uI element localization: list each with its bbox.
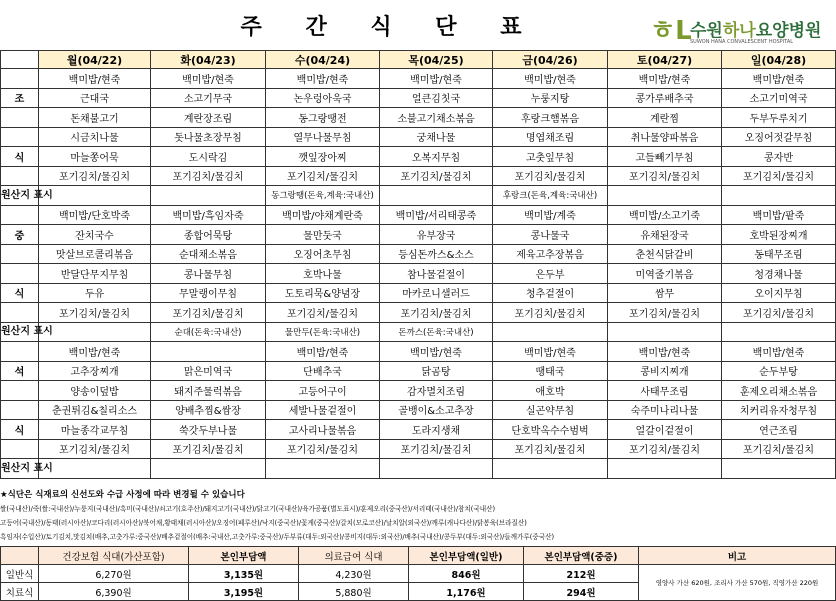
price-cell: 846원 bbox=[409, 565, 524, 583]
menu-item: 제육고추장볶음 bbox=[493, 244, 608, 264]
menu-item: 맛살브로콜리볶음 bbox=[39, 244, 151, 264]
menu-item: 고들빼기무침 bbox=[608, 147, 722, 167]
menu-item: 콩자반 bbox=[722, 147, 836, 167]
price-cell: 3,135원 bbox=[189, 565, 299, 583]
menu-item: 오징어초무침 bbox=[266, 244, 380, 264]
menu-item: 애호박 bbox=[493, 381, 608, 401]
menu-item: 고등어구이 bbox=[266, 381, 380, 401]
price-note: 영양사 가산 620원, 조리사 가산 570원, 직영가산 220원 bbox=[639, 565, 836, 601]
menu-item: 돈채불고기 bbox=[39, 108, 151, 128]
breakfast-menu-row bbox=[1, 166, 836, 186]
menu-item: 백미밥/현죽 bbox=[266, 342, 380, 362]
menu-item: 감자멸치조림 bbox=[380, 381, 493, 401]
menu-item: 백미밥/소고기죽 bbox=[608, 205, 722, 225]
menu-item: 포기김치/물김치 bbox=[266, 439, 380, 459]
menu-item: 콩가루배추국 bbox=[608, 88, 722, 108]
menu-item: 연근조림 bbox=[722, 420, 836, 440]
origin-cell bbox=[722, 322, 836, 342]
menu-item: 청경채나물 bbox=[722, 264, 836, 284]
menu-item: 포기김치/물김치 bbox=[39, 303, 151, 323]
meal-type: 일반식 bbox=[1, 565, 39, 583]
price-cell: 6,390원 bbox=[39, 583, 189, 601]
menu-item: 쑥갓두부나물 bbox=[151, 420, 266, 440]
menu-item: 돼지주물럭볶음 bbox=[151, 381, 266, 401]
price-header-row bbox=[1, 547, 836, 565]
origin-cell bbox=[608, 459, 722, 479]
menu-item: 백미밥/계죽 bbox=[493, 205, 608, 225]
menu-item: 포기김치/물김치 bbox=[39, 166, 151, 186]
menu-item: 소고기미역국 bbox=[722, 88, 836, 108]
origin-cell: 물만두(돈육:국내산) bbox=[266, 322, 380, 342]
menu-item: 닭곰탕 bbox=[380, 361, 493, 381]
menu-item: 백미밥/현죽 bbox=[380, 342, 493, 362]
menu-item: 도시락김 bbox=[151, 147, 266, 167]
menu-item: 포기김치/물김치 bbox=[151, 303, 266, 323]
menu-item: 백미밥/현죽 bbox=[608, 69, 722, 89]
breakfast-label-cell bbox=[1, 166, 39, 186]
day-header: 토(04/27) bbox=[608, 51, 722, 69]
menu-item: 물만둣국 bbox=[266, 225, 380, 245]
breakfast-label-cell bbox=[1, 108, 39, 128]
menu-item: 청추겉절이 bbox=[493, 283, 608, 303]
menu-item: 계란찜 bbox=[608, 108, 722, 128]
lunch-menu-row bbox=[1, 283, 836, 303]
menu-item: 누룽지탕 bbox=[493, 88, 608, 108]
menu-item: 유부장국 bbox=[380, 225, 493, 245]
menu-item: 마늘쫑어묵 bbox=[39, 147, 151, 167]
origin-cell bbox=[266, 459, 380, 479]
menu-item: 유채된장국 bbox=[608, 225, 722, 245]
lunch-label-cell bbox=[1, 264, 39, 284]
price-header bbox=[1, 547, 39, 565]
lunch-menu-row bbox=[1, 225, 836, 245]
menu-item: 등심돈까스&소스 bbox=[380, 244, 493, 264]
menu-item: 포기김치/물김치 bbox=[722, 303, 836, 323]
origin-info-line: 쌀(국내산)/죽(쌀:국내산)/누룽지(국내산)/흑미(국내산)/쇠고기(호주산)/돼지고기(국내산)/닭고기(국내산)/육가공품(별도표시)/훈제오리(중국산)/서리태(국내산)/참치(국내산) bbox=[0, 505, 496, 513]
menu-item: 백미밥/현죽 bbox=[722, 69, 836, 89]
price-cell: 1,176원 bbox=[409, 583, 524, 601]
origin-info-line: 고등어(국내산)/동태(러시아산)/코다리(러시아산)/북어채,황태채(러시아산)/오징어(페루산)/낙지(중국산)/꽃게(중국산)/갈치(모로코산)/날치알(외국산)/깨루(캐나다산)/닭봉육(브라질산) bbox=[0, 519, 527, 527]
menu-item: 백미밥/현죽 bbox=[39, 69, 151, 89]
dinner-label-cell bbox=[1, 400, 39, 420]
origin-cell bbox=[39, 186, 151, 206]
menu-item: 땡태국 bbox=[493, 361, 608, 381]
origin-cell bbox=[39, 459, 151, 479]
menu-item: 포기김치/물김치 bbox=[380, 303, 493, 323]
menu-item: 호박된장찌개 bbox=[722, 225, 836, 245]
price-header: 본인부담액 bbox=[189, 547, 299, 565]
menu-item: 두부두루치기 bbox=[722, 108, 836, 128]
dinner-menu-row bbox=[1, 381, 836, 401]
origin-label: 원산지 표시 bbox=[1, 186, 39, 206]
menu-item: 반달단무지무침 bbox=[39, 264, 151, 284]
menu-item: 포기김치/물김치 bbox=[266, 303, 380, 323]
lunch-menu-row bbox=[1, 205, 836, 225]
origin-cell bbox=[380, 459, 493, 479]
price-cell: 212원 bbox=[524, 565, 639, 583]
menu-item: 참나물겉절이 bbox=[380, 264, 493, 284]
menu-item: 백미밥/현죽 bbox=[493, 69, 608, 89]
menu-item: 백미밥/야채계란죽 bbox=[266, 205, 380, 225]
page-title: 주 간 식 단 표 bbox=[240, 15, 540, 40]
menu-item: 마카로니샐러드 bbox=[380, 283, 493, 303]
dinner-label-cell: 식 bbox=[1, 420, 39, 440]
menu-item: 콩비지찌개 bbox=[608, 361, 722, 381]
menu-item: 오이지무침 bbox=[722, 283, 836, 303]
menu-item: 마늘종각교무침 bbox=[39, 420, 151, 440]
lunch-menu-row bbox=[1, 264, 836, 284]
breakfast-label-cell bbox=[1, 127, 39, 147]
origin-cell bbox=[722, 186, 836, 206]
menu-item: 계란장조림 bbox=[151, 108, 266, 128]
dinner-menu-row bbox=[1, 400, 836, 420]
menu-item: 고사리나물볶음 bbox=[266, 420, 380, 440]
price-row bbox=[1, 565, 836, 583]
menu-item: 호박나물 bbox=[266, 264, 380, 284]
menu-item: 양배추찜&쌈장 bbox=[151, 400, 266, 420]
menu-item: 순두부탕 bbox=[722, 361, 836, 381]
day-header-row bbox=[1, 51, 836, 69]
menu-item: 포기김치/물김치 bbox=[151, 166, 266, 186]
menu-item: 후랑크햄볶음 bbox=[493, 108, 608, 128]
price-cell: 3,195원 bbox=[189, 583, 299, 601]
lunch-label-cell bbox=[1, 303, 39, 323]
origin-cell: 순대(돈육:국내산) bbox=[151, 322, 266, 342]
origin-cell: 동그랑땡(돈육,계육:국내산) bbox=[266, 186, 380, 206]
origin-cell bbox=[722, 459, 836, 479]
menu-item: 돗나물초장무침 bbox=[151, 127, 266, 147]
menu-item: 백미밥/현죽 bbox=[380, 69, 493, 89]
menu-item: 백미밥/현죽 bbox=[722, 342, 836, 362]
breakfast-menu-row bbox=[1, 108, 836, 128]
menu-item: 궁채나물 bbox=[380, 127, 493, 147]
menu-item: 동그랑땡전 bbox=[266, 108, 380, 128]
hospital-logo bbox=[650, 10, 835, 46]
logo-subtitle: SUWON HANA CONVALESCENT HOSPITAL bbox=[690, 39, 794, 45]
menu-item: 양송이덮밥 bbox=[39, 381, 151, 401]
menu-item: 맑은미역국 bbox=[151, 361, 266, 381]
menu-item: 백미밥/현죽 bbox=[608, 342, 722, 362]
origin-info-line: 흑임자(수입산)/토기김치,맛김치(배추,고춧가루:중국산)/배추겉절이(배추:국내산,고춧가루:중국산)/두부류(대두:외국산)/콩비지(대두:외국산)/배추(국내산)/콩두부(대두:외국산)/들깨가루(중국산) bbox=[0, 533, 555, 541]
menu-item: 포기김치/물김치 bbox=[493, 166, 608, 186]
lunch-menu-row bbox=[1, 244, 836, 264]
price-header: 비고 bbox=[639, 547, 836, 565]
menu-item: 얼갈이겉절이 bbox=[608, 420, 722, 440]
menu-item: 도라지생채 bbox=[380, 420, 493, 440]
menu-item bbox=[151, 342, 266, 362]
origin-cell bbox=[493, 322, 608, 342]
menu-item: 명엽채조림 bbox=[493, 127, 608, 147]
breakfast-menu-row bbox=[1, 127, 836, 147]
price-header: 본인부담액(중증) bbox=[524, 547, 639, 565]
day-header: 화(04/23) bbox=[151, 51, 266, 69]
menu-item: 단호박옥수수범벅 bbox=[493, 420, 608, 440]
menu-item: 춘권튀김&칠리소스 bbox=[39, 400, 151, 420]
menu-item: 백미밥/현죽 bbox=[39, 342, 151, 362]
menu-item: 순대채소볶음 bbox=[151, 244, 266, 264]
day-header: 목(04/25) bbox=[380, 51, 493, 69]
menu-item: 열무나물무침 bbox=[266, 127, 380, 147]
breakfast-label-cell: 식 bbox=[1, 147, 39, 167]
dinner-menu-row bbox=[1, 342, 836, 362]
menu-item: 백미밥/단호박죽 bbox=[39, 205, 151, 225]
menu-item: 포기김치/물김치 bbox=[608, 303, 722, 323]
menu-item: 소불고기채소볶음 bbox=[380, 108, 493, 128]
menu-item: 얼큰김칫국 bbox=[380, 88, 493, 108]
menu-item: 취나물양파볶음 bbox=[608, 127, 722, 147]
origin-label: 원산지 표시 bbox=[1, 459, 39, 479]
menu-item: 은두부 bbox=[493, 264, 608, 284]
origin-cell: 돈까스(돈육:국내산) bbox=[380, 322, 493, 342]
menu-item: 종합어묵탕 bbox=[151, 225, 266, 245]
menu-item: 오복지무침 bbox=[380, 147, 493, 167]
price-header: 의료급여 식대 bbox=[299, 547, 409, 565]
menu-item: 잔치국수 bbox=[39, 225, 151, 245]
menu-item: 사태무조림 bbox=[608, 381, 722, 401]
breakfast-label-cell: 조 bbox=[1, 88, 39, 108]
menu-item: 춘천식닭갈비 bbox=[608, 244, 722, 264]
menu-item: 포기김치/물김치 bbox=[39, 439, 151, 459]
origin-cell bbox=[608, 322, 722, 342]
price-cell: 5,880원 bbox=[299, 583, 409, 601]
menu-item: 포기김치/물김치 bbox=[380, 439, 493, 459]
price-cell: 4,230원 bbox=[299, 565, 409, 583]
menu-item: 백미밥/현죽 bbox=[151, 69, 266, 89]
day-header: 일(04/28) bbox=[722, 51, 836, 69]
menu-item: 근대국 bbox=[39, 88, 151, 108]
menu-item: 단배추국 bbox=[266, 361, 380, 381]
price-cell: 294원 bbox=[524, 583, 639, 601]
menu-item: 콩나물국 bbox=[493, 225, 608, 245]
menu-item: 시금치나물 bbox=[39, 127, 151, 147]
menu-item: 콩나물무침 bbox=[151, 264, 266, 284]
day-header: 수(04/24) bbox=[266, 51, 380, 69]
dinner-label-cell bbox=[1, 439, 39, 459]
menu-item: 소고기무국 bbox=[151, 88, 266, 108]
menu-item: 훈제오리채소볶음 bbox=[722, 381, 836, 401]
menu-item: 백미밥/현죽 bbox=[493, 342, 608, 362]
menu-item: 치커리유자청무침 bbox=[722, 400, 836, 420]
menu-item: 숙주미나리나물 bbox=[608, 400, 722, 420]
menu-item: 동태무조림 bbox=[722, 244, 836, 264]
menu-item: 백미밥/서리태콩죽 bbox=[380, 205, 493, 225]
dinner-menu-row bbox=[1, 420, 836, 440]
logo-name: 수원하나요양병원 bbox=[690, 21, 822, 41]
dinner-origin-row bbox=[1, 459, 836, 479]
price-cell: 6,270원 bbox=[39, 565, 189, 583]
menu-item: 백미밥/현죽 bbox=[266, 69, 380, 89]
lunch-label-cell bbox=[1, 205, 39, 225]
origin-cell bbox=[151, 186, 266, 206]
lunch-label-cell bbox=[1, 244, 39, 264]
corner-cell bbox=[1, 51, 39, 69]
weekly-menu-table bbox=[0, 50, 836, 479]
menu-item: 논우렁아욱국 bbox=[266, 88, 380, 108]
lunch-label-cell: 중 bbox=[1, 225, 39, 245]
logo-mark-icon: ㅎL bbox=[650, 16, 692, 46]
menu-item: 오징어젓갈무침 bbox=[722, 127, 836, 147]
menu-item: 무말랭이무침 bbox=[151, 283, 266, 303]
menu-item: 미역줄기볶음 bbox=[608, 264, 722, 284]
origin-label: 원산지 표시 bbox=[1, 322, 39, 342]
breakfast-menu-row bbox=[1, 147, 836, 167]
day-header: 금(04/26) bbox=[493, 51, 608, 69]
menu-item: 포기김치/물김치 bbox=[266, 166, 380, 186]
lunch-label-cell: 식 bbox=[1, 283, 39, 303]
day-header: 월(04/22) bbox=[39, 51, 151, 69]
breakfast-menu-row bbox=[1, 69, 836, 89]
lunch-menu-row bbox=[1, 303, 836, 323]
menu-item: 포기김치/물김치 bbox=[608, 439, 722, 459]
lunch-origin-row bbox=[1, 322, 836, 342]
menu-item: 고춧잎무침 bbox=[493, 147, 608, 167]
origin-cell: 후랑크(돈육,계육:국내산) bbox=[493, 186, 608, 206]
origin-cell bbox=[39, 322, 151, 342]
meal-price-table bbox=[0, 546, 836, 601]
origin-cell bbox=[493, 459, 608, 479]
menu-item: 깻잎장아찌 bbox=[266, 147, 380, 167]
dinner-label-cell: 석 bbox=[1, 361, 39, 381]
dinner-menu-row bbox=[1, 439, 836, 459]
menu-item: 포기김치/물김치 bbox=[151, 439, 266, 459]
menu-item: 도토리묵&양념장 bbox=[266, 283, 380, 303]
dinner-label-cell bbox=[1, 342, 39, 362]
menu-item: 고추장찌개 bbox=[39, 361, 151, 381]
breakfast-menu-row bbox=[1, 88, 836, 108]
dinner-label-cell bbox=[1, 381, 39, 401]
menu-item: 포기김치/물김치 bbox=[380, 166, 493, 186]
menu-item: 포기김치/물김치 bbox=[722, 166, 836, 186]
menu-item: 포기김치/물김치 bbox=[722, 439, 836, 459]
menu-item: 세발나물겉절이 bbox=[266, 400, 380, 420]
price-header: 건강보험 식대(가산포함) bbox=[39, 547, 189, 565]
menu-item: 쌈무 bbox=[608, 283, 722, 303]
price-header: 본인부담액(일반) bbox=[409, 547, 524, 565]
notice-text: ★식단은 식재료의 신선도와 수급 사정에 따라 변경될 수 있습니다 bbox=[0, 490, 245, 500]
origin-cell bbox=[151, 459, 266, 479]
breakfast-origin-row bbox=[1, 186, 836, 206]
menu-item: 백미밥/팥죽 bbox=[722, 205, 836, 225]
origin-cell bbox=[380, 186, 493, 206]
menu-item: 골뱅이&소고추장 bbox=[380, 400, 493, 420]
menu-item: 포기김치/물김치 bbox=[493, 303, 608, 323]
dinner-menu-row bbox=[1, 361, 836, 381]
menu-item: 포기김치/물김치 bbox=[608, 166, 722, 186]
menu-item: 두유 bbox=[39, 283, 151, 303]
menu-item: 포기김치/물김치 bbox=[493, 439, 608, 459]
menu-item: 백미밥/흑임자죽 bbox=[151, 205, 266, 225]
meal-type: 치료식 bbox=[1, 583, 39, 601]
origin-cell bbox=[608, 186, 722, 206]
breakfast-label-cell bbox=[1, 69, 39, 89]
menu-item: 실곤약무침 bbox=[493, 400, 608, 420]
